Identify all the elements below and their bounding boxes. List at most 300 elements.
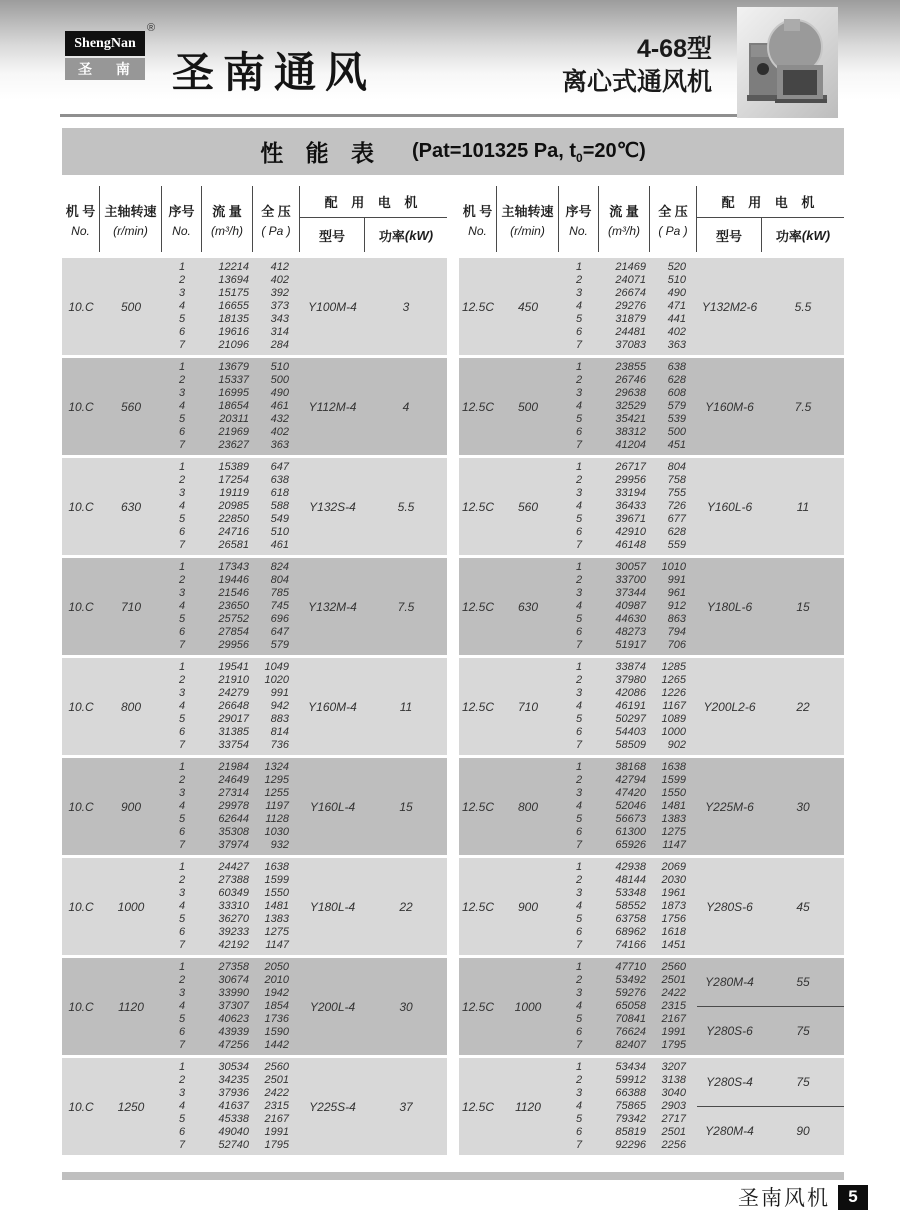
spec-block: [459, 358, 844, 455]
machine-no-value: 12.5C: [461, 399, 495, 414]
seq-value: 6: [178, 726, 186, 738]
spec-rows: [559, 861, 697, 952]
seq-value: 3: [575, 787, 583, 799]
pressure-value: 373: [270, 300, 289, 312]
shaft-speed-value: 630: [120, 499, 142, 514]
pressure-value: 883: [270, 713, 289, 725]
seq-value: 1: [178, 461, 186, 473]
flow-value: 49040: [218, 1126, 249, 1138]
motor-model-value: Y200L2-6: [703, 699, 756, 714]
spec-row: [559, 939, 697, 952]
seq-value: 5: [575, 413, 583, 425]
flow-value: 41204: [615, 439, 646, 451]
seq-value: 4: [575, 600, 583, 612]
spec-row: [162, 987, 300, 1000]
spec-row: [162, 1000, 300, 1013]
seq-value: 7: [575, 439, 583, 451]
seq-value: 6: [178, 526, 186, 538]
spec-row: [559, 800, 697, 813]
spec-row: [559, 739, 697, 752]
flow-value: 24427: [218, 861, 249, 873]
flow-value: 37936: [218, 1087, 249, 1099]
spec-row: [559, 700, 697, 713]
shaft-speed-value: 560: [517, 499, 539, 514]
pressure-value: 1599: [661, 774, 686, 786]
shaft-speed-value: 800: [517, 799, 539, 814]
spec-block: [459, 858, 844, 955]
motor-power-value: 11: [399, 699, 413, 714]
pressure-value: 1961: [661, 887, 686, 899]
pressure-value: 3207: [661, 1061, 686, 1073]
pressure-value: 588: [270, 500, 289, 512]
spec-block: [62, 958, 447, 1055]
seq-value: 6: [575, 626, 583, 638]
pressure-value: 402: [270, 426, 289, 438]
pressure-value: 942: [270, 700, 289, 712]
seq-value: 4: [178, 600, 186, 612]
pressure-value: 1599: [264, 874, 289, 886]
flow-value: 62644: [218, 813, 249, 825]
seq-value: 5: [575, 613, 583, 625]
pressure-value: 1383: [661, 813, 686, 825]
flow-value: 53492: [615, 974, 646, 986]
flow-value: 37344: [615, 587, 646, 599]
motor-model-value: Y160M-6: [705, 399, 754, 414]
seq-value: 7: [575, 939, 583, 951]
pressure-value: 2422: [264, 1087, 289, 1099]
spec-row: [162, 626, 300, 639]
seq-value: 7: [178, 739, 186, 751]
flow-value: 79342: [615, 1113, 646, 1125]
spec-rows: [162, 361, 300, 452]
flow-value: 23627: [218, 439, 249, 451]
pressure-value: 1991: [264, 1126, 289, 1138]
motor-cell: [300, 1058, 447, 1155]
flow-value: 75865: [615, 1100, 646, 1112]
spec-row: [559, 1061, 697, 1074]
flow-value: 21546: [218, 587, 249, 599]
flow-value: 27388: [218, 874, 249, 886]
flow-value: 35421: [615, 413, 646, 425]
motor-power-value: 90: [796, 1124, 810, 1139]
spec-row: [162, 587, 300, 600]
motor-entry: [300, 358, 447, 455]
motor-model-value: Y180L-6: [706, 599, 753, 614]
col-machine-no: 机 号 No.: [459, 186, 497, 252]
seq-value: 4: [575, 1100, 583, 1112]
pressure-value: 785: [270, 587, 289, 599]
flow-value: 41637: [218, 1100, 249, 1112]
seq-value: 7: [178, 639, 186, 651]
motor-power-value: 3: [402, 299, 410, 314]
pressure-value: 1285: [661, 661, 686, 673]
motor-entry: [697, 1058, 844, 1106]
pressure-value: 804: [270, 574, 289, 586]
spec-row: [162, 726, 300, 739]
pressure-value: 1442: [264, 1039, 289, 1051]
flow-value: 48144: [615, 874, 646, 886]
col-seq-no: 序号 No.: [559, 186, 599, 252]
shaft-speed-value: 1120: [118, 999, 144, 1014]
flow-value: 45338: [218, 1113, 249, 1125]
machine-no-value: 12.5C: [461, 999, 495, 1014]
motor-cell: [300, 658, 447, 755]
pressure-value: 2501: [661, 974, 686, 986]
pressure-value: 490: [270, 387, 289, 399]
motor-cell: [697, 358, 844, 455]
flow-value: 31879: [615, 313, 646, 325]
pressure-value: 902: [667, 739, 686, 751]
seq-value: 3: [178, 787, 186, 799]
motor-model-value: Y160L-6: [706, 499, 753, 514]
seq-value: 5: [575, 813, 583, 825]
seq-value: 7: [178, 1139, 186, 1151]
page-number: 5: [838, 1185, 868, 1210]
spec-row: [162, 1139, 300, 1152]
table-panel-left: [62, 186, 447, 1158]
flow-value: 33700: [615, 574, 646, 586]
motor-power-value: 30: [796, 799, 810, 814]
pressure-value: 432: [270, 413, 289, 425]
seq-value: 6: [575, 926, 583, 938]
flow-value: 92296: [615, 1139, 646, 1151]
shaft-speed-value: 630: [517, 599, 539, 614]
pressure-value: 755: [667, 487, 686, 499]
spec-row: [162, 674, 300, 687]
table-panel-right: [459, 186, 844, 1158]
seq-value: 2: [178, 874, 186, 886]
logo-brand-en: ShengNan: [65, 31, 145, 56]
seq-value: 3: [575, 387, 583, 399]
seq-value: 4: [178, 400, 186, 412]
seq-value: 6: [178, 626, 186, 638]
machine-no-value: 10.C: [68, 399, 94, 414]
spec-block: [459, 458, 844, 555]
motor-entry: [697, 258, 844, 355]
pressure-value: 2030: [661, 874, 686, 886]
flow-value: 16995: [218, 387, 249, 399]
pressure-value: 2167: [661, 1013, 686, 1025]
pressure-value: 2050: [264, 961, 289, 973]
motor-model-value: Y200L-4: [309, 999, 356, 1014]
flow-value: 36270: [218, 913, 249, 925]
machine-no-value: 12.5C: [461, 1099, 495, 1114]
shaft-speed-value: 710: [120, 599, 142, 614]
spec-row: [559, 1126, 697, 1139]
flow-value: 39233: [218, 926, 249, 938]
seq-value: 1: [575, 661, 583, 673]
pressure-value: 2010: [264, 974, 289, 986]
pressure-value: 758: [667, 474, 686, 486]
motor-power-value: 15: [796, 599, 810, 614]
spec-row: [162, 887, 300, 900]
motor-cell: [300, 558, 447, 655]
spec-row: [162, 387, 300, 400]
company-title: 圣南通风: [172, 49, 377, 96]
spec-row: [559, 626, 697, 639]
motor-cell: [300, 858, 447, 955]
seq-value: 7: [178, 1039, 186, 1051]
flow-value: 24481: [615, 326, 646, 338]
motor-model-value: Y280S-6: [706, 899, 753, 914]
pressure-value: 1481: [661, 800, 686, 812]
spec-row: [559, 1074, 697, 1087]
pressure-value: 2501: [264, 1074, 289, 1086]
seq-value: 2: [575, 474, 583, 486]
pressure-value: 2903: [661, 1100, 686, 1112]
col-motor: 配 用 电 机: [697, 186, 844, 218]
motor-power-value: 30: [399, 999, 413, 1014]
seq-value: 5: [575, 313, 583, 325]
seq-value: 6: [575, 526, 583, 538]
spec-rows: [559, 561, 697, 652]
seq-value: 7: [575, 739, 583, 751]
seq-value: 1: [178, 761, 186, 773]
motor-model-value: Y180L-4: [309, 899, 356, 914]
spec-row: [162, 439, 300, 452]
pressure-value: 471: [667, 300, 686, 312]
header-divider: [60, 114, 737, 117]
spec-rows: [559, 261, 697, 352]
flow-value: 23650: [218, 600, 249, 612]
pressure-value: 510: [270, 361, 289, 373]
pressure-value: 814: [270, 726, 289, 738]
pressure-value: 726: [667, 500, 686, 512]
spec-row: [162, 326, 300, 339]
seq-value: 1: [575, 761, 583, 773]
pressure-value: 932: [270, 839, 289, 851]
table-header-right: [459, 186, 844, 252]
spec-row: [162, 1013, 300, 1026]
flow-value: 26581: [218, 539, 249, 551]
flow-value: 47710: [615, 961, 646, 973]
spec-row: [559, 613, 697, 626]
spec-row: [559, 600, 697, 613]
pressure-value: 500: [667, 426, 686, 438]
spec-row: [162, 939, 300, 952]
spec-row: [559, 874, 697, 887]
flow-value: 33754: [218, 739, 249, 751]
spec-row: [559, 1039, 697, 1052]
flow-value: 27314: [218, 787, 249, 799]
spec-row: [162, 300, 300, 313]
flow-value: 30534: [218, 1061, 249, 1073]
seq-value: 7: [178, 439, 186, 451]
flow-value: 60349: [218, 887, 249, 899]
pressure-value: 804: [667, 461, 686, 473]
spec-block: [62, 1058, 447, 1155]
motor-power-value: 37: [399, 1099, 413, 1114]
motor-model-value: Y280M-4: [705, 1124, 754, 1139]
motor-entry: [300, 558, 447, 655]
seq-value: 5: [575, 1013, 583, 1025]
pressure-value: 1451: [661, 939, 686, 951]
pressure-value: 1795: [264, 1139, 289, 1151]
seq-value: 7: [575, 339, 583, 351]
spec-row: [559, 487, 697, 500]
flow-value: 32529: [615, 400, 646, 412]
spec-rows: [559, 361, 697, 452]
spec-row: [559, 300, 697, 313]
pressure-value: 1590: [264, 1026, 289, 1038]
motor-power-value: 22: [399, 899, 413, 914]
pressure-value: 1197: [265, 800, 289, 812]
spec-block: [459, 258, 844, 355]
pressure-value: 1049: [264, 661, 289, 673]
spec-row: [559, 1113, 697, 1126]
seq-value: 5: [178, 913, 186, 925]
pressure-value: 991: [667, 574, 686, 586]
machine-no-value: 12.5C: [461, 699, 495, 714]
spec-row: [559, 339, 697, 352]
page-footer: [738, 1182, 868, 1212]
spec-row: [162, 526, 300, 539]
spec-row: [162, 961, 300, 974]
machine-no-value: 10.C: [68, 999, 94, 1014]
flow-value: 36433: [615, 500, 646, 512]
pressure-value: 1167: [662, 700, 686, 712]
col-total-pressure: 全 压 ( Pa ): [253, 186, 300, 252]
seq-value: 2: [575, 674, 583, 686]
pressure-value: 824: [270, 561, 289, 573]
spec-block: [62, 858, 447, 955]
motor-cell: [697, 458, 844, 555]
seq-value: 3: [178, 387, 186, 399]
seq-value: 1: [575, 961, 583, 973]
motor-power-value: 75: [796, 1024, 810, 1039]
spec-row: [162, 261, 300, 274]
flow-value: 27854: [218, 626, 249, 638]
flow-value: 38168: [615, 761, 646, 773]
seq-value: 2: [575, 974, 583, 986]
pressure-value: 539: [667, 413, 686, 425]
spec-row: [559, 687, 697, 700]
motor-entry: [300, 958, 447, 1055]
spec-row: [559, 961, 697, 974]
seq-value: 3: [178, 887, 186, 899]
flow-value: 23855: [615, 361, 646, 373]
spec-row: [162, 1126, 300, 1139]
spec-row: [559, 1139, 697, 1152]
spec-block: [62, 358, 447, 455]
motor-cell: [697, 958, 844, 1055]
footer-brand: 圣南风机: [738, 1187, 830, 1210]
performance-table-title-bar: [62, 128, 844, 175]
spec-row: [559, 900, 697, 913]
motor-power-value: 55: [796, 974, 810, 989]
motor-entry: [697, 758, 844, 855]
flow-value: 20985: [218, 500, 249, 512]
flow-value: 58509: [615, 739, 646, 751]
pressure-value: 677: [667, 513, 686, 525]
motor-model-value: Y100M-4: [308, 299, 357, 314]
flow-value: 33194: [615, 487, 646, 499]
col-machine-no: 机 号 No.: [62, 186, 100, 252]
spec-row: [162, 1113, 300, 1126]
seq-value: 7: [178, 939, 186, 951]
spec-row: [162, 826, 300, 839]
pressure-value: 363: [667, 339, 686, 351]
spec-block: [459, 958, 844, 1055]
pressure-value: 1638: [264, 861, 289, 873]
spec-row: [162, 1061, 300, 1074]
flow-value: 13694: [218, 274, 249, 286]
spec-row: [559, 513, 697, 526]
pressure-value: 1854: [264, 1000, 289, 1012]
seq-value: 7: [575, 539, 583, 551]
seq-value: 6: [178, 1126, 186, 1138]
spec-row: [559, 561, 697, 574]
pressure-value: 1481: [264, 900, 289, 912]
motor-cell: [697, 258, 844, 355]
spec-row: [162, 761, 300, 774]
spec-row: [559, 974, 697, 987]
seq-value: 2: [178, 574, 186, 586]
pressure-value: 2256: [661, 1139, 686, 1151]
motor-entry: [300, 758, 447, 855]
motor-power-value: 45: [796, 899, 810, 914]
motor-entry: [300, 858, 447, 955]
pressure-value: 2315: [264, 1100, 289, 1112]
flow-value: 15389: [218, 461, 249, 473]
spec-row: [559, 813, 697, 826]
flow-value: 42192: [218, 939, 249, 951]
flow-value: 29978: [218, 800, 249, 812]
seq-value: 5: [178, 713, 186, 725]
spec-row: [162, 1039, 300, 1052]
pressure-value: 608: [667, 387, 686, 399]
flow-value: 35308: [218, 826, 249, 838]
flow-value: 58552: [615, 900, 646, 912]
pressure-value: 1265: [661, 674, 686, 686]
spec-row: [559, 287, 697, 300]
flow-value: 13679: [218, 361, 249, 373]
spec-row: [162, 1087, 300, 1100]
flow-value: 34235: [218, 1074, 249, 1086]
spec-block: [62, 258, 447, 355]
pressure-value: 510: [667, 274, 686, 286]
spec-row: [162, 287, 300, 300]
shaft-speed-value: 1250: [117, 1099, 145, 1114]
spec-block: [459, 558, 844, 655]
spec-row: [162, 339, 300, 352]
seq-value: 2: [178, 974, 186, 986]
seq-value: 2: [575, 874, 583, 886]
shaft-speed-value: 500: [517, 399, 539, 414]
spec-row: [162, 900, 300, 913]
flow-value: 21969: [218, 426, 249, 438]
flow-value: 26674: [615, 287, 646, 299]
motor-cell: [300, 358, 447, 455]
pressure-value: 1756: [661, 913, 686, 925]
spec-row: [162, 1100, 300, 1113]
pressure-value: 961: [667, 587, 686, 599]
seq-value: 1: [575, 361, 583, 373]
spec-row: [162, 787, 300, 800]
flow-value: 17343: [218, 561, 249, 573]
pressure-value: 1618: [661, 926, 686, 938]
motor-cell: [697, 858, 844, 955]
pressure-value: 520: [667, 261, 686, 273]
seq-value: 4: [178, 900, 186, 912]
seq-value: 4: [575, 700, 583, 712]
pressure-value: 863: [667, 613, 686, 625]
motor-model-value: Y280M-4: [705, 974, 754, 989]
flow-value: 37980: [615, 674, 646, 686]
seq-value: 4: [575, 900, 583, 912]
spec-row: [559, 839, 697, 852]
seq-value: 6: [575, 726, 583, 738]
